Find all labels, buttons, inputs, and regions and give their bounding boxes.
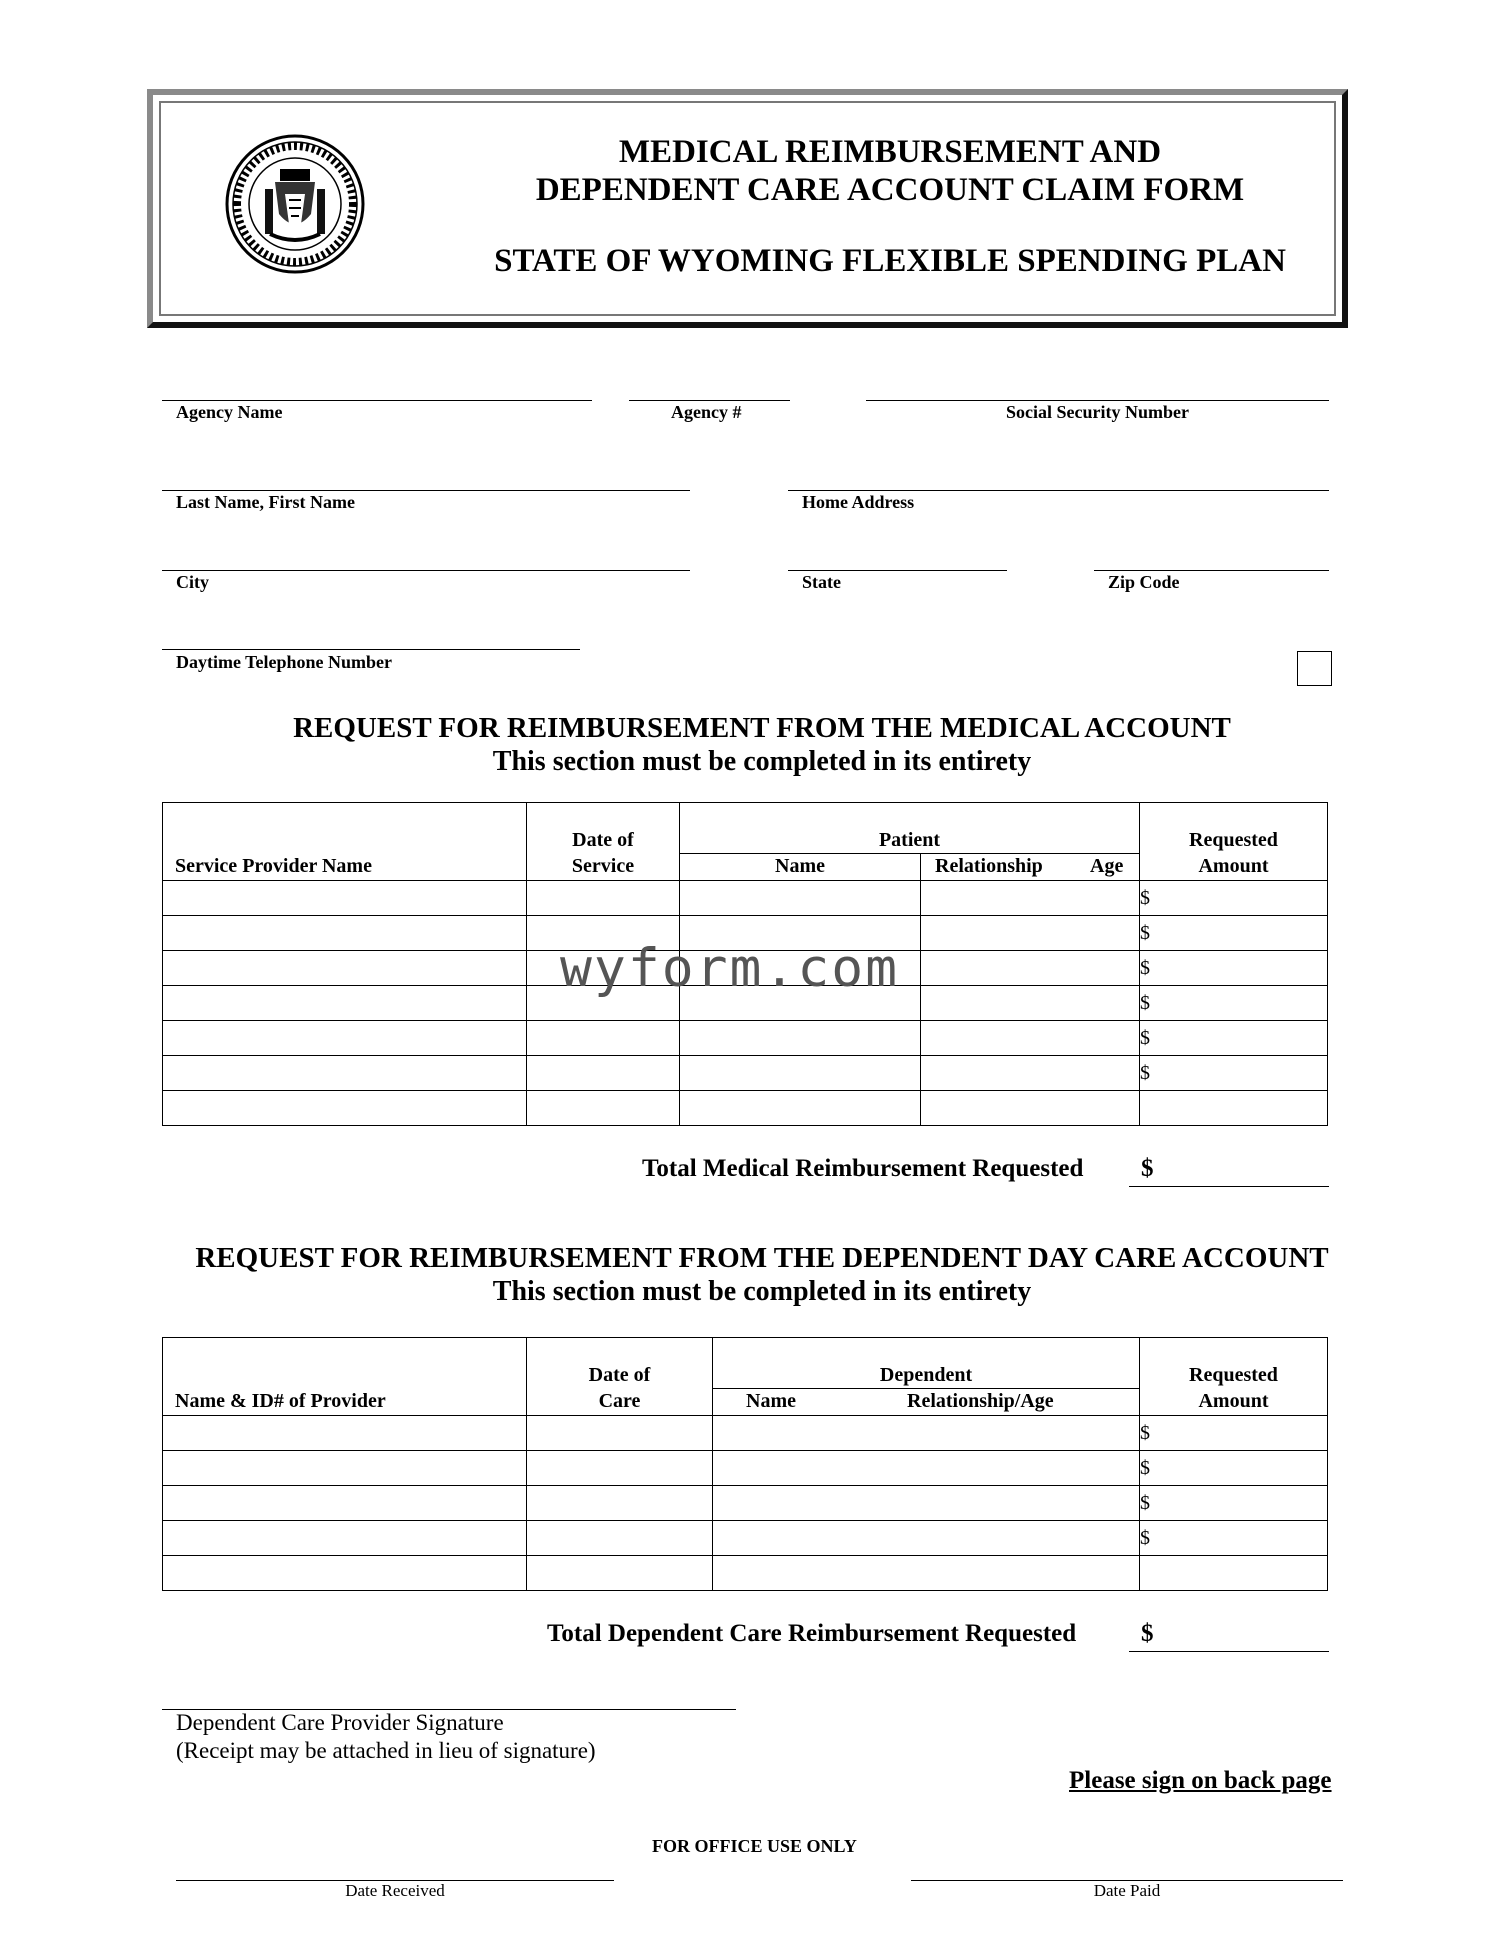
amount-cell[interactable]: $ [1140,1021,1328,1056]
state-seal-icon [225,134,365,274]
amount-cell[interactable]: $ [1140,1521,1328,1556]
name-label: Last Name, First Name [176,492,355,512]
form-title-line3: STATE OF WYOMING FLEXIBLE SPENDING PLAN [494,243,1286,279]
phone-line[interactable] [162,649,580,650]
amount-cell[interactable]: $ [1140,986,1328,1021]
table-row [163,1521,1328,1556]
sign-back-page-note: Please sign on back page [1069,1767,1332,1794]
amount-cell[interactable]: $ [1140,1451,1328,1486]
dependent-total-line[interactable] [1129,1651,1329,1652]
office-use-title: FOR OFFICE USE ONLY [652,1836,857,1856]
table-row [163,1556,1328,1591]
receipt-note: (Receipt may be attached in lieu of signature) [176,1738,596,1763]
medical-section-subtitle: This section must be completed in its entirety [492,746,1032,777]
checkbox[interactable] [1297,651,1332,686]
zip-line[interactable] [1094,570,1329,571]
dependent-section-subtitle: This section must be completed in its entirety [492,1276,1032,1307]
medical-col-provider: Service Provider Name [163,803,527,881]
date-received-label: Date Received [345,1881,445,1900]
dependent-col-provider: Name & ID# of Provider [163,1338,527,1416]
dependent-header-row [163,1338,1328,1416]
agency-number-label: Agency # [671,402,742,422]
table-row [163,881,1328,916]
dependent-col-dependent: Dependent Name Relationship/Age [713,1338,1140,1416]
medical-total-line[interactable] [1129,1186,1329,1187]
medical-col-age: Age [1090,855,1124,877]
ssn-label: Social Security Number [1006,402,1189,422]
amount-cell[interactable]: $ [1140,1056,1328,1091]
state-label: State [802,572,841,592]
home-address-line[interactable] [788,490,1329,491]
provider-signature-label: Dependent Care Provider Signature [176,1710,504,1735]
medical-col-date: Date of Service [527,803,680,881]
dependent-col-amount: Requested Amount [1140,1338,1328,1416]
medical-header-row [163,803,1328,881]
table-row [163,1056,1328,1091]
medical-col-name: Name [775,855,825,877]
agency-name-label: Agency Name [176,402,283,422]
amount-cell[interactable]: $ [1140,951,1328,986]
dependent-col-date: Date of Care [527,1338,713,1416]
dependent-total-symbol: $ [1141,1620,1154,1647]
amount-cell[interactable]: $ [1140,916,1328,951]
home-address-label: Home Address [802,492,915,512]
city-line[interactable] [162,570,690,571]
agency-name-line[interactable] [162,400,592,401]
medical-col-relationship: Relationship [935,855,1043,877]
medical-total-label: Total Medical Reimbursement Requested [642,1155,1084,1182]
form-title-line1: MEDICAL REIMBURSEMENT AND [618,134,1162,170]
dependent-table [162,1337,1328,1591]
zip-label: Zip Code [1108,572,1180,592]
medical-total-symbol: $ [1141,1155,1154,1182]
state-line[interactable] [788,570,1007,571]
agency-number-line[interactable] [629,400,790,401]
medical-col-patient: Patient Name Relationship Age [680,803,1140,881]
table-row [163,1451,1328,1486]
dependent-total-label: Total Dependent Care Reimbursement Requested [547,1620,1077,1647]
table-row [163,1021,1328,1056]
name-line[interactable] [162,490,690,491]
table-row [163,1486,1328,1521]
city-label: City [176,572,209,592]
table-row [163,1091,1328,1126]
table-row [163,1416,1328,1451]
amount-cell[interactable]: $ [1140,881,1328,916]
phone-label: Daytime Telephone Number [176,652,392,672]
form-title-line2: DEPENDENT CARE ACCOUNT CLAIM FORM [535,172,1245,208]
dependent-col-relationship: Relationship/Age [907,1390,1054,1412]
watermark: wyform.com [560,938,900,999]
ssn-line[interactable] [866,400,1329,401]
dependent-section-title: REQUEST FOR REIMBURSEMENT FROM THE DEPENDENT DAY CARE ACCOUNT [195,1242,1329,1274]
dependent-col-name: Name [746,1390,796,1412]
date-paid-label: Date Paid [1093,1881,1161,1900]
medical-section-title: REQUEST FOR REIMBURSEMENT FROM THE MEDICAL ACCOUNT [293,712,1231,744]
medical-col-amount: Requested Amount [1140,803,1328,881]
amount-cell[interactable]: $ [1140,1486,1328,1521]
amount-cell[interactable]: $ [1140,1416,1328,1451]
